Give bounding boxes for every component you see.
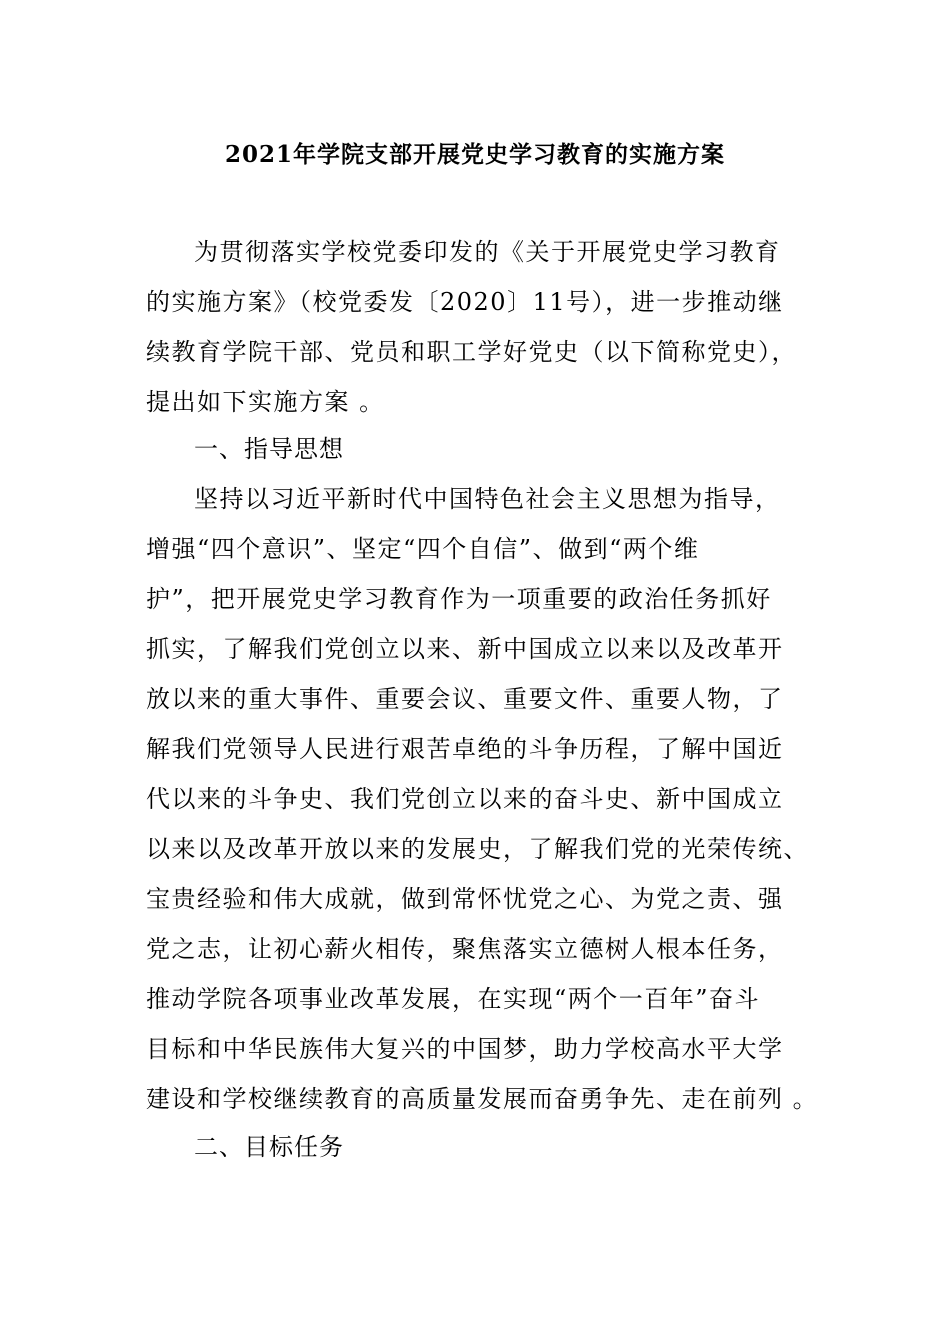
paragraph-line: 推动学院各项事业改革发展，在实现“两个一百年”奋斗 — [146, 985, 761, 1013]
paragraph-line: 护”，把开展党史学习教育作为一项重要的政治任务抓好 — [146, 585, 772, 613]
section-heading-guiding-ideology: 一、指导思想 — [194, 435, 344, 463]
paragraph-line: 建设和学校继续教育的高质量发展而奋勇争先、走在前列 。 — [146, 1085, 819, 1113]
paragraph-line: 增强“四个意识”、坚定“四个自信”、做到“两个维 — [146, 535, 700, 563]
paragraph-line: 目标和中华民族伟大复兴的中国梦，助力学校高水平大学 — [146, 1035, 784, 1063]
section-heading-goals-tasks: 二、目标任务 — [194, 1133, 344, 1161]
paragraph-line: 的实施方案》（校党委发〔2020〕11号），进一步推动继 — [146, 288, 784, 316]
paragraph-line: 放以来的重大事件、重要会议、重要文件、重要人物，了 — [146, 685, 784, 713]
paragraph-line: 提出如下实施方案 。 — [146, 388, 385, 416]
paragraph-line: 代以来的斗争史、我们党创立以来的奋斗史、新中国成立 — [146, 785, 784, 813]
paragraph-line: 续教育学院干部、党员和职工学好党史（以下简称党史）， — [146, 338, 797, 366]
paragraph-line: 宝贵经验和伟大成就，做到常怀忧党之心、为党之责、强 — [146, 885, 784, 913]
paragraph-line: 解我们党领导人民进行艰苦卓绝的斗争历程，了解中国近 — [146, 735, 784, 763]
paragraph-line: 抓实，了解我们党创立以来、新中国成立以来以及改革开 — [146, 635, 784, 663]
paragraph-line: 以来以及改革开放以来的发展史，了解我们党的光荣传统、 — [146, 835, 809, 863]
paragraph-line: 为贯彻落实学校党委印发的《关于开展党史学习教育 — [194, 238, 781, 266]
document-title: 2021年学院支部开展党史学习教育的实施方案 — [224, 141, 725, 168]
paragraph-line: 坚持以习近平新时代中国特色社会主义思想为指导， — [194, 485, 781, 513]
paragraph-line: 党之志，让初心薪火相传，聚焦落实立德树人根本任务， — [146, 935, 784, 963]
